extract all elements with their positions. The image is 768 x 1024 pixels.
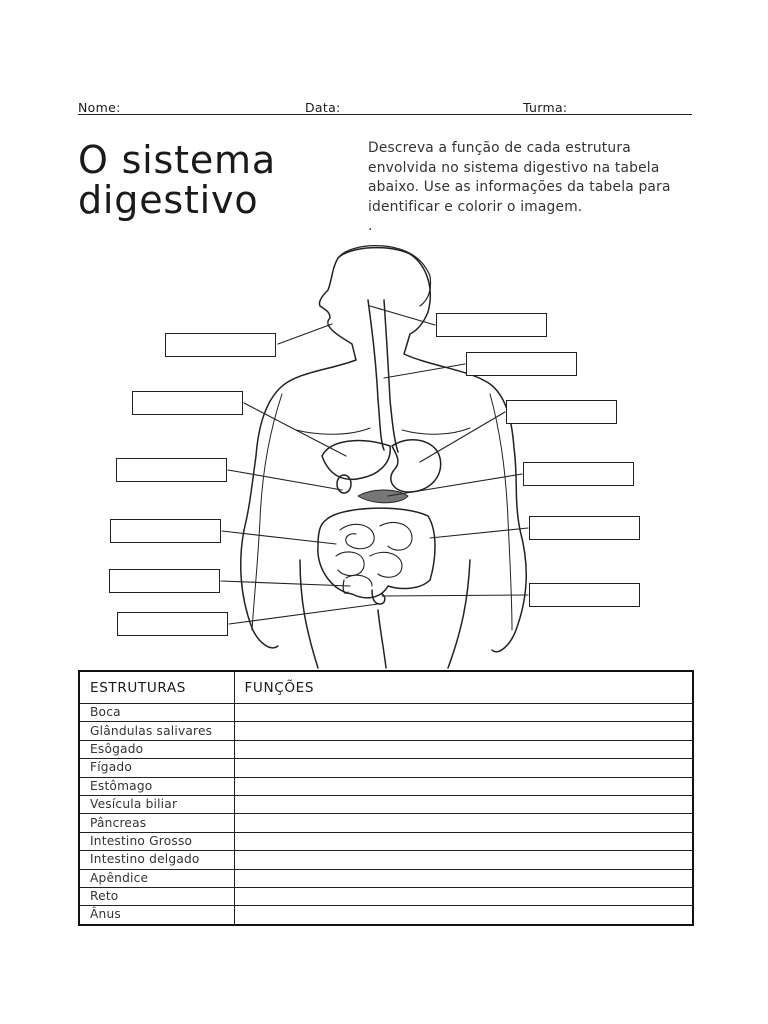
- label-box-right-4[interactable]: [523, 462, 634, 486]
- table-row: [79, 869, 693, 887]
- structure-name: Vesícula biliar: [79, 795, 234, 813]
- head-outline: [338, 248, 526, 652]
- table-header-row: [79, 671, 693, 704]
- label-box-right-6[interactable]: [529, 583, 640, 607]
- label-box-left-6[interactable]: [117, 612, 228, 636]
- small-intestine: [336, 522, 412, 586]
- structure-name: Glândulas salivares: [79, 722, 234, 740]
- gallbladder: [337, 475, 351, 493]
- leg-outline: [378, 610, 386, 668]
- function-cell[interactable]: [234, 851, 693, 869]
- structure-name: Fígado: [79, 759, 234, 777]
- structure-name: Apêndice: [79, 869, 234, 887]
- instructions-mark: .: [368, 218, 373, 235]
- structure-name: Esôgado: [79, 740, 234, 758]
- function-cell[interactable]: [234, 906, 693, 925]
- function-cell[interactable]: [234, 777, 693, 795]
- structure-name: Reto: [79, 887, 234, 905]
- title-line-2: digestivo: [78, 178, 259, 222]
- structure-name: Boca: [79, 704, 234, 722]
- label-box-left-5[interactable]: [109, 569, 220, 593]
- function-cell[interactable]: [234, 704, 693, 722]
- table-row: [79, 887, 693, 905]
- function-cell[interactable]: [234, 814, 693, 832]
- function-cell[interactable]: [234, 887, 693, 905]
- leader-line: [384, 364, 465, 378]
- label-box-right-3[interactable]: [506, 400, 617, 424]
- label-box-right-5[interactable]: [529, 516, 640, 540]
- pancreas: [358, 490, 408, 503]
- chest-outline-right: [402, 428, 470, 434]
- function-cell[interactable]: [234, 722, 693, 740]
- function-cell[interactable]: [234, 869, 693, 887]
- table-row: [79, 906, 693, 925]
- table-row: [79, 740, 693, 758]
- structure-name: Intestino Grosso: [79, 832, 234, 850]
- table-row: [79, 832, 693, 850]
- label-box-left-3[interactable]: [116, 458, 227, 482]
- leader-line: [388, 474, 522, 496]
- structure-name: Ânus: [79, 906, 234, 925]
- table-row: [79, 777, 693, 795]
- header-estruturas: ESTRUTURAS: [79, 671, 234, 704]
- structure-name: Pâncreas: [79, 814, 234, 832]
- table-row: [79, 851, 693, 869]
- name-label: Nome:: [78, 100, 121, 115]
- torso-outline-right: [448, 560, 470, 668]
- function-cell[interactable]: [234, 740, 693, 758]
- label-box-left-4[interactable]: [110, 519, 221, 543]
- function-cell[interactable]: [234, 795, 693, 813]
- label-box-right-1[interactable]: [436, 313, 547, 337]
- leader-line: [420, 412, 505, 462]
- leader-line: [278, 324, 332, 344]
- class-label: Turma:: [523, 100, 568, 115]
- header-funcoes: FUNÇÕES: [234, 671, 693, 704]
- hair-outline: [338, 246, 431, 306]
- leader-line: [228, 470, 342, 490]
- title-line-1: O sistema: [78, 138, 276, 182]
- leader-line: [430, 528, 528, 538]
- stomach: [391, 440, 441, 492]
- leader-line: [370, 306, 435, 325]
- date-label: Data:: [305, 100, 341, 115]
- table-row: [79, 795, 693, 813]
- function-cell[interactable]: [234, 832, 693, 850]
- table-row: [79, 814, 693, 832]
- structures-table: [78, 670, 694, 926]
- chest-outline: [296, 428, 370, 434]
- esophagus: [368, 300, 384, 450]
- table-row: [79, 722, 693, 740]
- structure-name: Intestino delgado: [79, 851, 234, 869]
- table-row: [79, 704, 693, 722]
- instructions-text: Descreva a função de cada estrutura envolvida no sistema digestivo na tabela abaixo. Use as informações da tabela para identificar e colorir o imagem.: [368, 140, 671, 215]
- structure-name: Estômago: [79, 777, 234, 795]
- label-box-left-2[interactable]: [132, 391, 243, 415]
- leader-line: [382, 595, 528, 596]
- arm-outline-left: [252, 394, 282, 630]
- liver: [322, 441, 390, 480]
- appendix: [343, 580, 348, 593]
- function-cell[interactable]: [234, 759, 693, 777]
- label-box-left-1[interactable]: [165, 333, 276, 357]
- label-box-right-2[interactable]: [466, 352, 577, 376]
- table-row: [79, 759, 693, 777]
